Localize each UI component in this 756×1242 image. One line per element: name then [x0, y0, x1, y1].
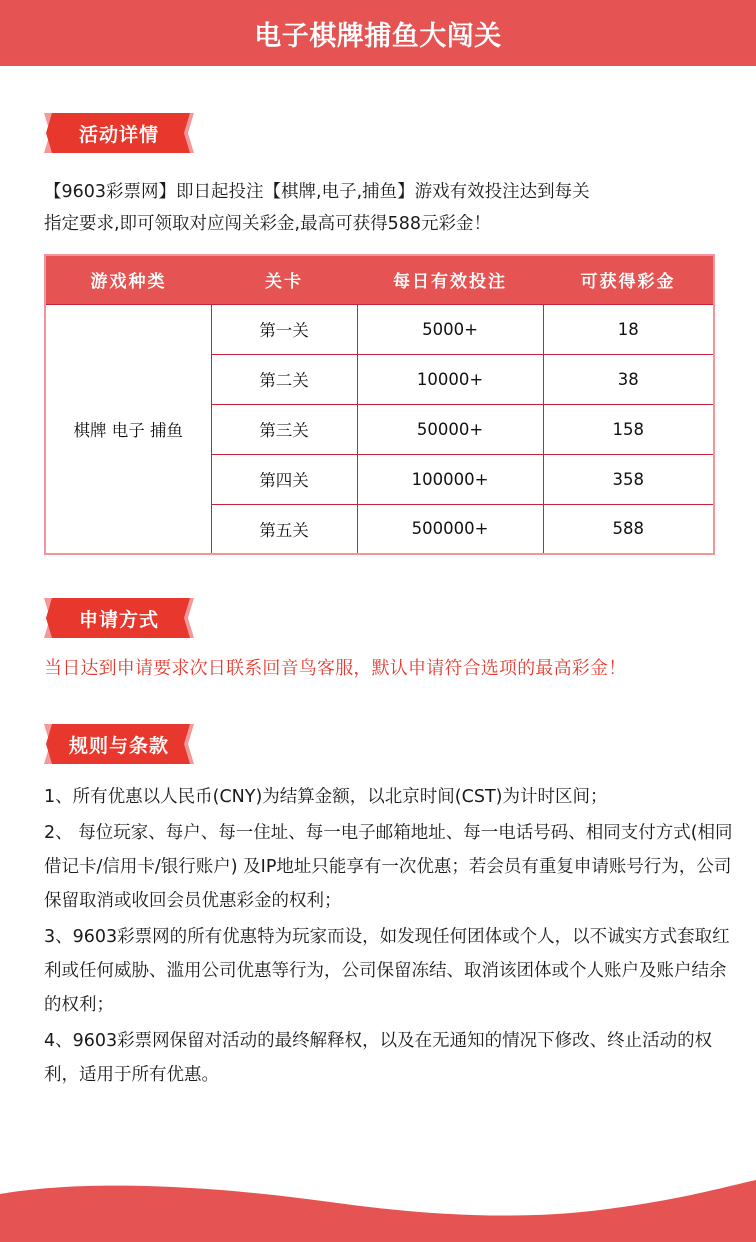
level-cell: 第四关 — [211, 454, 357, 504]
level-cell: 第三关 — [211, 404, 357, 454]
rules-list — [44, 780, 734, 1094]
bet-cell: 500000+ — [357, 504, 543, 554]
bottom-wave-decoration — [0, 1140, 756, 1242]
section-ribbon-apply — [44, 598, 194, 638]
header-bonus: 可获得彩金 — [543, 255, 714, 304]
rule-item: 2、 每位玩家、每户、每一住址、每一电子邮箱地址、每一电话号码、相同支付方式(相同借记卡/信用卡/银行账户) 及IP地址只能享有一次优惠；若会员有重复申请账号行为，公司保留取消或收回会员优惠彩金的权利； — [44, 823, 733, 911]
level-cell: 第一关 — [211, 304, 357, 354]
intro-line-2: 指定要求,即可领取对应闯关彩金,最高可获得588元彩金！ — [44, 214, 492, 234]
header-game-type: 游戏种类 — [45, 255, 211, 304]
intro-text — [44, 176, 724, 240]
bonus-cell: 18 — [543, 304, 714, 354]
section-title-details: 活动详情 — [78, 123, 159, 146]
game-types-cell: 棋牌 电子 捕鱼 — [45, 304, 211, 554]
section-ribbon-details — [44, 113, 194, 153]
apply-instructions: 当日达到申请要求次日联系回音鸟客服，默认申请符合选项的最高彩金！ — [44, 658, 627, 679]
bonus-cell: 588 — [543, 504, 714, 554]
section-title-apply: 申请方式 — [78, 608, 159, 631]
rule-item: 1、所有优惠以人民币(CNY)为结算金额，以北京时间(CST)为计时区间； — [44, 787, 608, 807]
intro-line-1: 【9603彩票网】即日起投注【棋牌,电子,捕鱼】游戏有效投注达到每关 — [44, 182, 590, 202]
bonus-cell: 158 — [543, 404, 714, 454]
table-header-row — [45, 255, 714, 304]
section-title-rules: 规则与条款 — [68, 734, 169, 757]
rule-item: 4、9603彩票网保留对活动的最终解释权，以及在无通知的情况下修改、终止活动的权利，适用于所有优惠。 — [44, 1031, 713, 1085]
header-daily-bet: 每日有效投注 — [357, 255, 543, 304]
section-ribbon-rules — [44, 724, 194, 764]
header-level: 关卡 — [211, 255, 357, 304]
top-banner — [0, 0, 756, 66]
bet-cell: 5000+ — [357, 304, 543, 354]
level-cell: 第二关 — [211, 354, 357, 404]
bonus-cell: 358 — [543, 454, 714, 504]
bet-cell: 50000+ — [357, 404, 543, 454]
bet-cell: 100000+ — [357, 454, 543, 504]
bonus-cell: 38 — [543, 354, 714, 404]
bet-cell: 10000+ — [357, 354, 543, 404]
page-title: 电子棋牌捕鱼大闯关 — [254, 20, 502, 52]
bonus-table — [44, 254, 715, 555]
rule-item: 3、9603彩票网的所有优惠特为玩家而设，如发现任何团体或个人，以不诚实方式套取红利或任何威胁、滥用公司优惠等行为，公司保留冻结、取消该团体或个人账户及账户结余的权利； — [44, 927, 730, 1015]
table-row — [45, 304, 714, 354]
level-cell: 第五关 — [211, 504, 357, 554]
